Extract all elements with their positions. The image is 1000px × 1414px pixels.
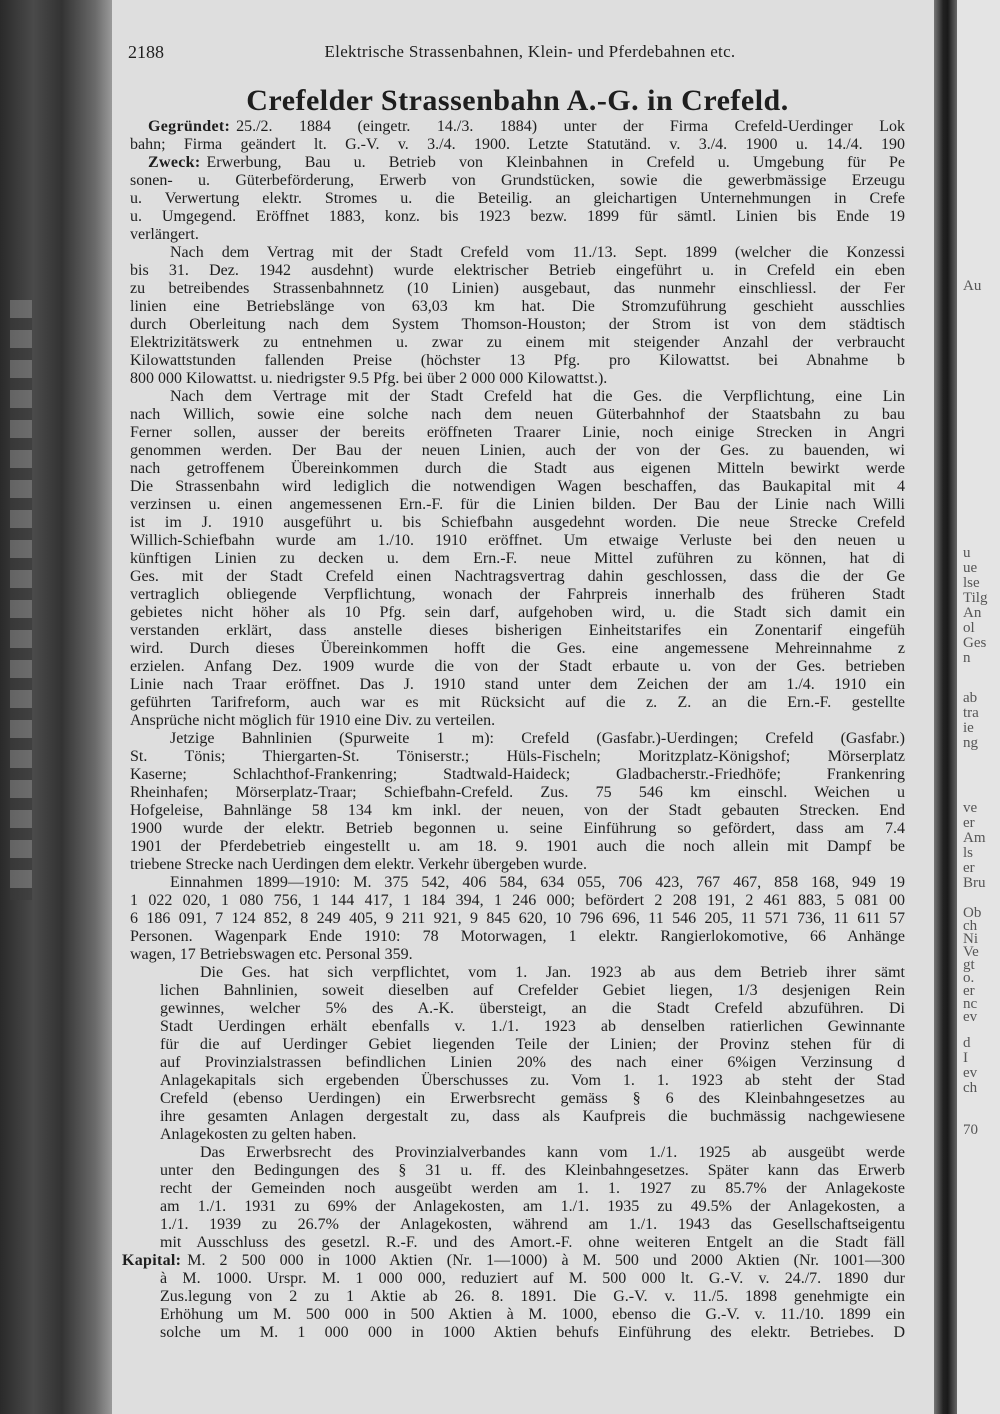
line-text: M. 2 500 000 in 1000 Aktien (Nr. 1—1000) à M. 500 und 2000 Aktien (Nr. 1001—300: [187, 1252, 905, 1269]
text-line: wird. Durch dieses Übereinkommen hofft die Ges. eine angemessene Mehreinnahme z: [130, 640, 905, 657]
book-binding: [0, 0, 112, 1414]
page-number: 2188: [128, 42, 164, 62]
text-line: vertraglich obliegende Verpflichtung, wonach der Fahrpreis innerhalb des früheren Stadt: [130, 586, 905, 603]
text-line: Personen. Wagenpark Ende 1910: 78 Motorwagen, 1 elektr. Rangierlokomotive, 66 Anhänge: [130, 928, 905, 945]
text-line: Zus.legung von 2 zu 1 Aktie ab 26. 8. 1891. Die G.-V. v. 11./5. 1898 genehmigte ein: [160, 1288, 905, 1305]
text-line: Hofgeleise, Bahnlänge 58 134 km inkl. der neuen, von der Stadt gebauten Strecken. End: [130, 802, 905, 819]
text-line: 1 022 020, 1 080 756, 1 144 417, 1 184 394, 1 246 000; befördert 2 208 191, 2 461 883, 5 081 00: [130, 892, 905, 909]
text-line: Nach dem Vertrag mit der Stadt Crefeld vom 11./13. Sept. 1899 (welcher die Konzessi: [170, 244, 905, 261]
text-line: Linie nach Traar eröffnet. Das J. 1910 stand unter dem Zeichen der am 1./4. 1910 ein: [130, 676, 905, 693]
text-line: St. Tönis; Thiergarten-St. Töniserstr.; Hüls-Fischeln; Moritzplatz-Königshof; Mörserplatz: [130, 748, 905, 765]
text-line: à M. 1000. Urspr. M. 1 000 000, reduziert auf M. 500 000 lt. G.-V. v. 24./7. 1890 dur: [160, 1270, 905, 1287]
text-line: Erhöhung um M. 500 000 in 500 Aktien à M. 1000, ebenso die G.-V. v. 11./10. 1899 ein: [160, 1306, 905, 1323]
text-line: genommen werden. Der Bau der neuen Linien, auch der von der Ges. zu bauenden, wi: [130, 442, 905, 459]
text-line: Nach dem Vertrage mit der Stadt Crefeld hat die Ges. die Verpflichtung, eine Lin: [170, 388, 905, 405]
next-page-fragment: ev: [963, 1065, 978, 1081]
text-line: verstanden erklärt, dass anstelle dieses bisherigen Einheitstarifes ein Zonentarif eingefüh: [130, 622, 905, 639]
next-page-fragment: ue: [963, 560, 978, 576]
text-line: auf Provinzialstrassen befindlichen Linien 20% des nach einer 6%igen Verzinsung d: [160, 1054, 905, 1071]
next-page-fragment: d: [963, 1035, 971, 1051]
next-page-fragment: n: [963, 650, 971, 666]
text-line: Kaserne; Schlachthof-Frankenring; Stadtwald-Haideck; Gladbacherstr.-Friedhöfe; Frankenring: [130, 766, 905, 783]
next-page-fragment: I: [963, 1050, 968, 1066]
text-line: mit Ausschluss des gesetzl. R.-F. und des Amort.-F. ohne weiteren Entgelt an die Stadt fäll: [160, 1234, 905, 1251]
section-label: Kapital:: [122, 1252, 182, 1269]
next-page-fragment: Bru: [963, 875, 986, 891]
text-line: nach Willich, sowie eine solche nach dem neuen Güterbahnhof der Staatsbahn zu bau: [130, 406, 905, 423]
text-line: [148, 154, 905, 172]
section-label: Zweck:: [148, 154, 201, 171]
next-page-fragment: lse: [963, 575, 980, 591]
next-page-fragment: ls: [963, 845, 974, 861]
text-line: 1900 wurde der elektr. Betrieb begonnen u. seine Einführung so gefördert, dass am 7.4: [130, 820, 905, 837]
next-page-fragment: Am: [963, 830, 986, 846]
text-line: geführten Tarifreform, auch war es mit Rücksicht auf die z. Z. an die Ern.-F. gestellte: [130, 694, 905, 711]
text-line: künftigen Linien zu decken u. dem Ern.-F. neue Mittel zuführen zu können, hat di: [130, 550, 905, 567]
text-line: Rheinhafen; Mörserplatz-Traar; Schiefbahn-Crefeld. Zus. 75 546 km einschl. Weichen u: [130, 784, 905, 801]
text-line: Einnahmen 1899—1910: M. 375 542, 406 584, 634 055, 706 423, 767 467, 858 168, 949 19: [170, 874, 905, 891]
text-line: Anlagekapitals sich ergebenden Überschusses zu. Vom 1. 1. 1923 ab steht der Stad: [160, 1072, 905, 1089]
text-line: für die auf Uerdinger Gebiet liegenden Teile der Linien; der Provinz stehen für di: [160, 1036, 905, 1053]
text-line: ihre gesamten Anlagen dergestalt zu, dass als Kaufpreis die buchmässig nachgewiesene: [160, 1108, 905, 1125]
next-page-fragment: An: [963, 605, 982, 621]
line-text: Erwerbung, Bau u. Betrieb von Kleinbahnen in Crefeld u. Umgebung für Pe: [206, 154, 905, 171]
next-page-fragment: Ges: [963, 635, 987, 651]
text-line: sonen- u. Güterbeförderung, Erwerb von Grundstücken, sowie die gewerbmässige Erzeugu: [130, 172, 905, 189]
next-page-fragment: Tilg: [963, 590, 988, 606]
next-page-fragment: 70: [963, 1122, 978, 1138]
text-line: lichen Bahnlinien, soweit dieselben auf Crefelder Gebiet liegen, 1/3 desjenigen Rein: [160, 982, 905, 999]
next-page-fragment: ie: [963, 720, 974, 736]
next-page-fragment: er: [963, 815, 975, 831]
text-line: gewinnes, welcher 5% des A.-K. übersteigt, an die Stadt Crefeld abzuführen. Di: [160, 1000, 905, 1017]
text-line: solche um M. 1 000 000 in 1000 Aktien behufs Einführung des elektr. Betriebes. D: [160, 1324, 905, 1341]
text-line: wagen, 17 Betriebswagen etc. Personal 359.: [130, 946, 413, 963]
text-line: erzielen. Anfang Dez. 1909 wurde die von der Stadt erbaute u. von der Ges. betrieben: [130, 658, 905, 675]
page-gutter: [934, 0, 957, 1414]
text-line: 6 186 091, 7 124 852, 8 249 405, 9 211 921, 9 845 620, 10 796 696, 11 546 205, 11 571 736, 11 611 57: [130, 910, 905, 927]
text-line: gebietes nicht höher als 10 Pfg. sein darf, aufgehoben wird, u. die Stadt sich damit ein: [130, 604, 905, 621]
text-line: 1./1. 1939 zu 26.7% der Anlagekosten, während am 1./1. 1943 das Gesellschaftseigentu: [160, 1216, 905, 1233]
text-line: 1901 der Pferdebetrieb eingestellt u. am 18. 9. 1901 auch die noch allein mit Dampf be: [130, 838, 905, 855]
next-page-fragment: u: [963, 545, 971, 561]
next-page-fragment: Ob: [963, 905, 982, 921]
text-line: unter den Bedingungen des § 31 u. ff. des Kleinbahngesetzes. Später kann das Erwerb: [160, 1162, 905, 1179]
next-page-fragment: ch: [963, 918, 978, 934]
next-page-fragment: er: [963, 860, 975, 876]
text-line: am 1./1. 1931 zu 69% der Anlagekosten, am 1./1. 1935 zu 49.5% der Anlagekosten, a: [160, 1198, 905, 1215]
line-text: 25./2. 1884 (eingetr. 14./3. 1884) unter der Firma Crefeld-Uerdinger Lok: [236, 118, 905, 135]
next-page-fragment: ev: [963, 1009, 978, 1025]
text-line: verlängert.: [130, 226, 199, 243]
text-line: 800 000 Kilowattst. u. niedrigster 9.5 Pfg. bei über 2 000 000 Kilowattst.).: [130, 370, 608, 387]
next-page-fragment: nc: [963, 996, 978, 1012]
text-line: [122, 1252, 905, 1270]
next-page-fragment: Ni: [963, 931, 978, 947]
next-page-fragment: gt: [963, 957, 975, 973]
text-line: bahn; Firma geändert lt. G.-V. v. 3./4. 1900. Letzte Statutänd. v. 3./4. 1900 u. 14./4. 190: [130, 136, 905, 153]
text-line: verzinsen u. einen angemessenen Ern.-F. für die Linien bilden. Der Bau der Linie nach Willi: [130, 496, 905, 513]
text-line: triebene Strecke nach Uerdingen dem elektr. Verkehr übergeben wurde.: [130, 856, 587, 873]
text-line: Ferner sollen, ausser der bereits eröffneten Traarer Linie, noch einige Strecken in Angri: [130, 424, 905, 441]
next-page-fragment: er: [963, 983, 975, 999]
running-head: Elektrische Strassenbahnen, Klein- und Pferdebahnen etc.: [324, 42, 736, 61]
next-page-fragment: ol: [963, 620, 975, 636]
text-line: Das Erwerbsrecht des Provinzialverbandes kann vom 1./1. 1925 ab ausgeübt werde: [200, 1144, 905, 1161]
next-page-fragment: ch: [963, 1080, 978, 1096]
article-title: Crefelder Strassenbahn A.-G. in Crefeld.: [246, 84, 789, 117]
next-page-fragment: Ve: [963, 944, 979, 960]
next-page-fragment: ve: [963, 800, 978, 816]
section-label: Gegründet:: [148, 118, 231, 135]
next-page-fragment: o.: [963, 970, 975, 986]
text-line: Die Ges. hat sich verpflichtet, vom 1. Jan. 1923 ab aus dem Betrieb ihrer sämt: [200, 964, 905, 981]
text-line: Ansprüche nicht möglich für 1910 eine Div. zu verteilen.: [130, 712, 496, 729]
text-line: Crefeld (ebenso Uerdingen) ein Erwerbsrecht gemäss § 6 des Kleinbahngesetzes au: [160, 1090, 905, 1107]
text-line: zu betreibendes Strassenbahnnetz (10 Linien) ausgebaut, das nunmehr einschliessl. der Fer: [130, 280, 905, 297]
text-line: u. Umgegend. Eröffnet 1883, konz. bis 1923 bezw. 1899 für sämtl. Linien bis Ende 19: [130, 208, 905, 225]
next-page-fragment: ng: [963, 735, 978, 751]
next-page-fragment: ab: [963, 690, 978, 706]
text-line: durch Oberleitung nach dem System Thomson-Houston; der Strom ist von dem städtisch: [130, 316, 905, 333]
text-line: nach getroffenem Übereinkommen durch die Stadt aus eigenen Mitteln bewirkt werde: [130, 460, 905, 477]
next-page-fragment: Au: [963, 278, 982, 294]
adjacent-page-edge: [957, 0, 1000, 1414]
text-line: Anlagekosten zu gelten haben.: [160, 1126, 357, 1143]
text-line: Kilowattstunden fallenden Preise (höchster 13 Pfg. pro Kilowattst. bei Abnahme b: [130, 352, 905, 369]
next-page-fragment: tra: [963, 705, 979, 721]
text-line: [148, 118, 905, 136]
text-line: bis 31. Dez. 1942 ausdehnt) wurde elektrischer Betrieb eingeführt u. in Crefeld ein eben: [130, 262, 905, 279]
text-line: recht der Gemeinden noch ausgeübt werden am 1. 1. 1927 zu 85.7% der Anlagekoste: [160, 1180, 905, 1197]
text-line: Jetzige Bahnlinien (Spurweite 1 m): Crefeld (Gasfabr.)-Uerdingen; Crefeld (Gasfabr.): [170, 730, 905, 747]
text-line: Elektrizitätswerk zu entnehmen u. zwar zu einem mit steigender Anzahl der verbraucht: [130, 334, 905, 351]
text-line: u. Verwertung elektr. Stromes u. die Beteilig. an gleichartigen Unternehmungen in Crefe: [130, 190, 905, 207]
text-line: Ges. mit der Stadt Crefeld einen Nachtragsvertrag dahin geschlossen, dass die der Ge: [130, 568, 905, 585]
text-line: ist im J. 1910 ausgeführt u. bis Schiefbahn ausgedehnt worden. Die neue Strecke Crefeld: [130, 514, 905, 531]
text-line: Die Strassenbahn wird lediglich die notwendigen Wagen beschaffen, das Baukapital mit 4: [130, 478, 905, 495]
text-line: Stadt Uerdingen erhält ebenfalls v. 1./1. 1923 ab denselben ratierlichen Gewinnante: [160, 1018, 905, 1035]
text-line: Willich-Schiefbahn wurde am 1./10. 1910 eröffnet. Um etwaige Verluste bei den neuen u: [130, 532, 905, 549]
text-line: linien eine Betriebslänge von 63,03 km hat. Die Stromzuführung geschieht ausschlies: [130, 298, 905, 315]
